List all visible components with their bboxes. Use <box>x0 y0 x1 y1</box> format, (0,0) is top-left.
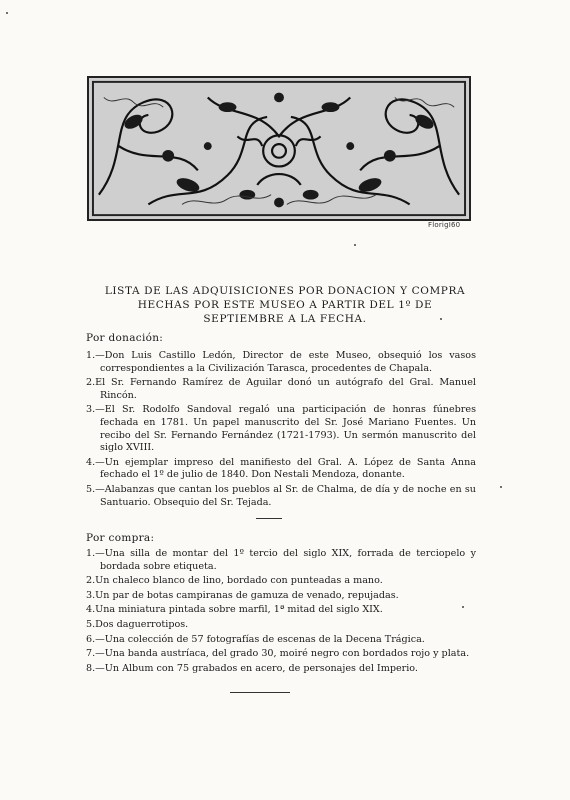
item-number: 5. <box>86 618 96 630</box>
page-title <box>60 284 510 326</box>
title-line: HECHAS POR ESTE MUSEO A PARTIR DEL 1º DE <box>137 299 433 311</box>
illustrator-credit: FlorigI60 <box>428 221 461 229</box>
list-item <box>86 590 476 603</box>
end-divider <box>230 692 290 693</box>
scan-speck <box>500 486 502 488</box>
list-item <box>86 604 476 617</box>
item-number: 2. <box>86 575 96 587</box>
item-number: 2. <box>86 377 96 389</box>
donation-list <box>86 350 476 511</box>
list-item <box>86 404 476 454</box>
list-item <box>86 575 476 588</box>
item-number: 8.— <box>86 662 105 674</box>
scan-speck <box>440 318 442 320</box>
list-item <box>86 457 476 482</box>
item-number: 4. <box>86 604 96 616</box>
title-line: LISTA DE LAS ADQUISICIONES POR DONACION Y COMPRA <box>104 285 466 297</box>
item-text: Un ejemplar impreso del manifiesto del Gral. A. López de Santa Anna fechado el 1º de julio de 1840. Don Nestali Mendoza, donante. <box>100 456 476 481</box>
item-number: 3.— <box>86 404 105 416</box>
item-text: Un chaleco blanco de lino, bordado con punteadas a mano. <box>95 575 383 587</box>
purchase-list <box>86 548 476 677</box>
list-item <box>86 350 476 375</box>
list-item <box>86 634 476 647</box>
item-number: 1.— <box>86 350 105 361</box>
ornament-artwork <box>89 78 469 219</box>
scan-speck <box>354 244 356 246</box>
item-text: Un Album con 75 grabados en acero, de personajes del Imperio. <box>104 662 418 674</box>
item-number: 4.— <box>86 456 105 468</box>
item-text: Una miniatura pintada sobre marfil, 1ª mitad del siglo XIX. <box>95 604 383 616</box>
item-text: Un par de botas campiranas de gamuza de venado, repujadas. <box>95 589 399 601</box>
floral-ornament-icon <box>87 76 471 221</box>
item-text: El Sr. Rodolfo Sandoval regaló una participación de honras fúnebres fechada en 1781. Un papel manuscrito del Sr. José Mariano Fuentes. Un recibo del Sr. Fernando Fernández (1721-1793). Un sermón manuscrito del siglo XVIII. <box>100 404 476 454</box>
list-item <box>86 663 476 676</box>
list-item <box>86 619 476 632</box>
item-text: Don Luis Castillo Ledón, Director de este Museo, obsequió los vasos correspondientes a la Civilización Tarasca, procedentes de Chapala. <box>100 350 476 374</box>
title-line: SEPTIEMBRE A LA FECHA. <box>203 313 367 325</box>
scan-speck <box>462 606 464 608</box>
item-number: 6.— <box>86 633 105 645</box>
item-number: 1.— <box>86 548 105 559</box>
item-text: Alabanzas que cantan los pueblos al Sr. de Chalma, de día y de noche en su Santuario. Obsequio del Sr. Tejada. <box>100 483 476 508</box>
item-number: 3. <box>86 589 96 601</box>
item-number: 5.— <box>86 483 105 495</box>
item-text: Una silla de montar del 1º tercio del siglo XIX, forrada de terciopelo y bordada sobre etiqueta. <box>100 548 476 572</box>
section-divider <box>256 518 282 519</box>
donation-heading: Por donación: <box>86 332 164 344</box>
item-text: Dos daguerrotipos. <box>95 618 189 630</box>
list-item <box>86 548 476 573</box>
item-text: El Sr. Fernando Ramírez de Aguilar donó un autógrafo del Gral. Manuel Rincón. <box>95 377 476 401</box>
item-text: Una colección de 57 fotografías de escenas de la Decena Trágica. <box>104 633 425 645</box>
list-item <box>86 484 476 509</box>
list-item <box>86 648 476 661</box>
item-text: Una banda austríaca, del grado 30, moiré negro con bordados rojo y plata. <box>104 648 470 660</box>
purchase-heading: Por compra: <box>86 532 155 544</box>
scan-speck <box>6 12 8 14</box>
item-number: 7.— <box>86 648 105 660</box>
list-item <box>86 377 476 402</box>
